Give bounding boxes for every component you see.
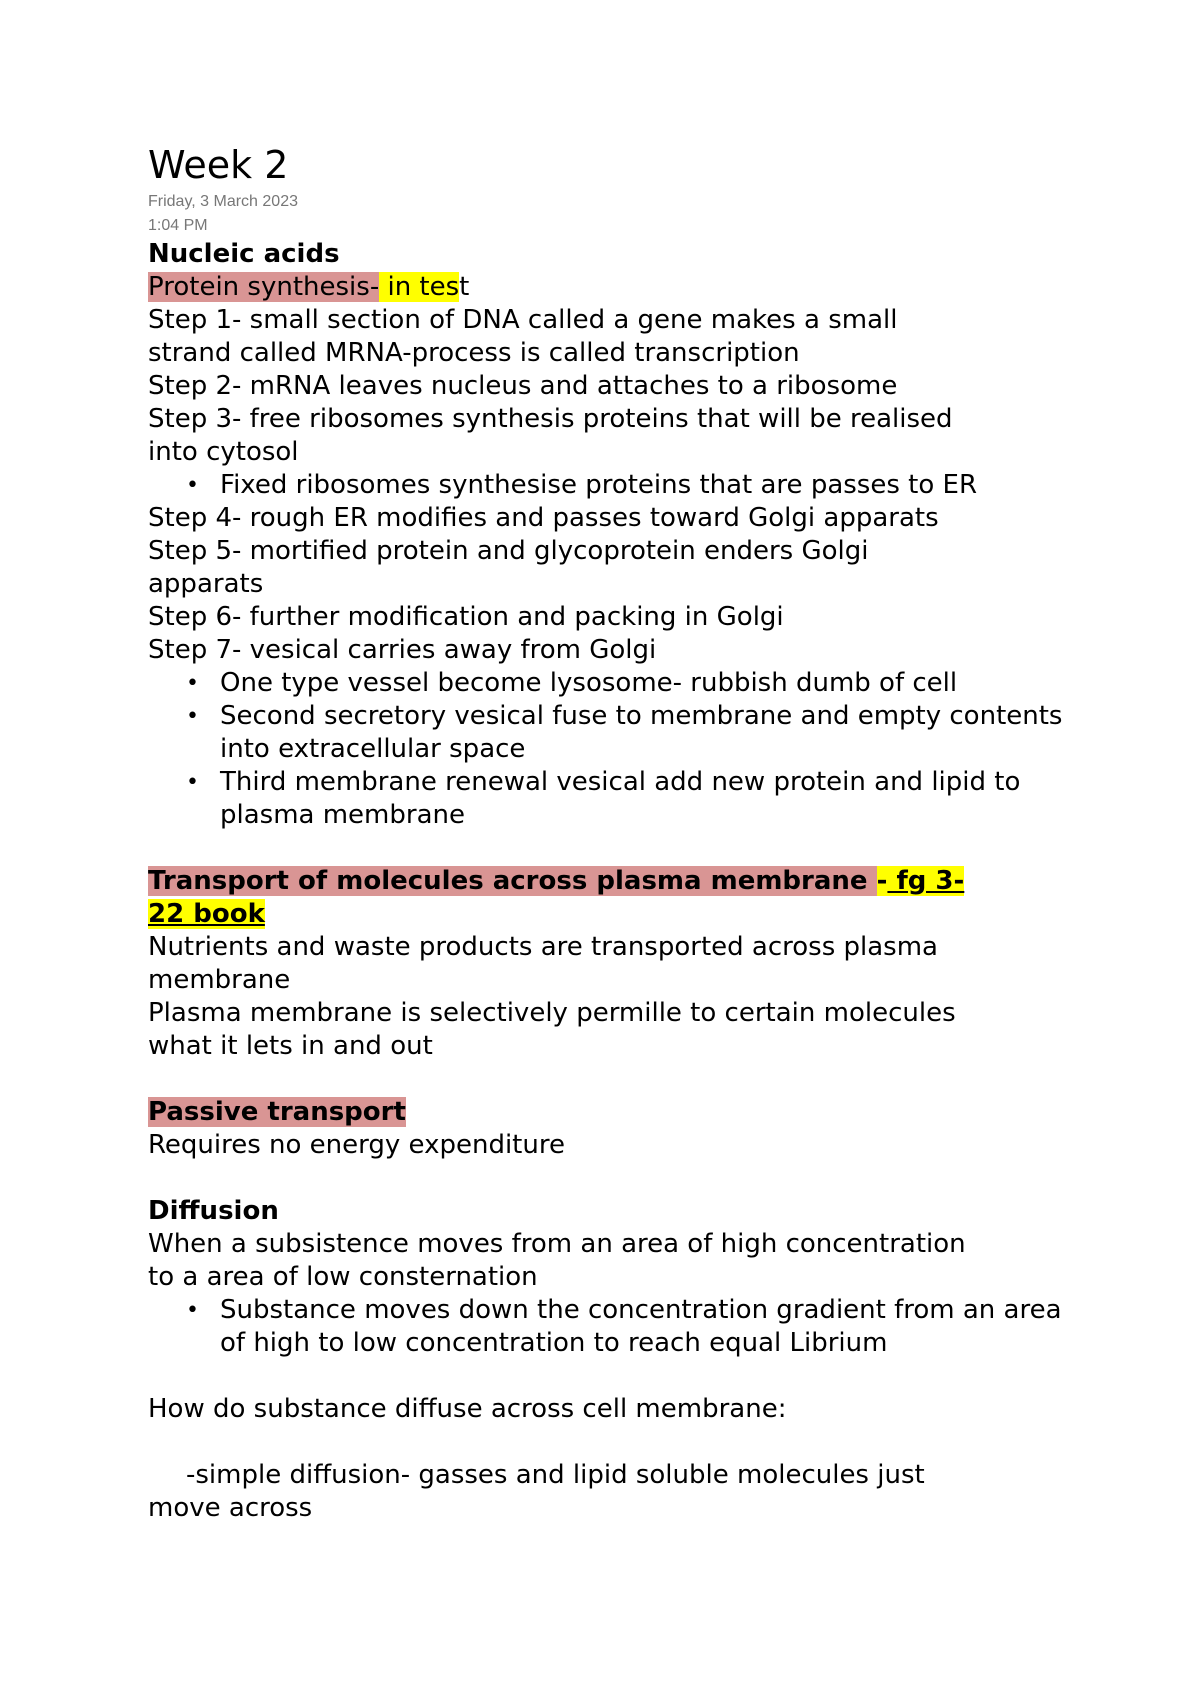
blank-line [148, 1162, 1068, 1195]
text-line: Nutrients and waste products are transported across plasma [148, 932, 938, 962]
bullet-item: • Third membrane renewal vesical add new protein and lipid to plasma membrane [148, 766, 1068, 832]
text-line: move across [148, 1493, 313, 1523]
question-line: How do substance diffuse across cell membrane: [148, 1394, 787, 1424]
text-line: Plasma membrane is selectively permille to certain molecules [148, 998, 956, 1028]
note-time: 1:04 PM [148, 217, 208, 234]
blank-line [148, 1360, 1068, 1393]
step-line: Step 2- mRNA leaves nucleus and attaches to a ribosome [148, 371, 898, 401]
bullet-list [148, 1294, 1068, 1360]
step-line: strand called MRNA-process is called transcription [148, 338, 800, 368]
note-title: Week 2 [148, 143, 289, 187]
highlight-in-test: in tes [379, 272, 460, 302]
highlight-passive-transport: Passive transport [148, 1097, 406, 1127]
step-line: Step 5- mortified protein and glycoprotein enders Golgi [148, 536, 869, 566]
highlight-protein-synthesis: Protein synthesis [148, 272, 370, 302]
section-heading-nucleic-acids: Nucleic acids [148, 239, 340, 269]
text-line: what it lets in and out [148, 1031, 433, 1061]
text-line: Requires no energy expenditure [148, 1130, 565, 1160]
blank-line [148, 1426, 1068, 1459]
step-line: Step 1- small section of DNA called a gene makes a small [148, 305, 898, 335]
text-line: membrane [148, 965, 291, 995]
highlight-dash: - [369, 272, 380, 302]
highlight-transport-heading: Transport of molecules across plasma membrane [148, 866, 877, 896]
step-line: Step 3- free ribosomes synthesis proteins that will be realised [148, 404, 953, 434]
protein-synthesis-heading [148, 271, 1068, 304]
step-line: Step 6- further modification and packing in Golgi [148, 602, 784, 632]
bullet-list [148, 667, 1068, 832]
section-heading-diffusion: Diffusion [148, 1196, 279, 1226]
bullet-item: • One type vessel become lysosome- rubbish dumb of cell [148, 667, 1068, 700]
blank-line [148, 1063, 1068, 1096]
figure-reference: 22 book [148, 899, 265, 929]
bullet-item: • Fixed ribosomes synthesise proteins that are passes to ER [148, 469, 1068, 502]
figure-reference: fg 3- [887, 866, 965, 896]
step-line: Step 4- rough ER modifies and passes toward Golgi apparats [148, 503, 939, 533]
text-line: -simple diffusion- gasses and lipid soluble molecules just [186, 1460, 925, 1490]
step-line: Step 7- vesical carries away from Golgi [148, 635, 657, 665]
bullet-item: • Substance moves down the concentration gradient from an area of high to low concentration to reach equal Librium [148, 1294, 1068, 1360]
section-heading-transport [148, 865, 1068, 931]
section-heading-passive-transport [148, 1096, 1068, 1129]
note-date: Friday, 3 March 2023 [148, 193, 298, 210]
blank-line [148, 832, 1068, 865]
step-line: apparats [148, 569, 264, 599]
bullet-item: • Second secretory vesical fuse to membrane and empty contents into extracellular space [148, 700, 1068, 766]
note-page [148, 140, 1068, 1525]
text-t: t [459, 272, 470, 302]
text-line: When a subsistence moves from an area of high concentration [148, 1229, 966, 1259]
step-line: into cytosol [148, 437, 299, 467]
bullet-list [148, 469, 1068, 502]
highlight-dash: - [876, 866, 888, 896]
text-line: to a area of low consternation [148, 1262, 538, 1292]
